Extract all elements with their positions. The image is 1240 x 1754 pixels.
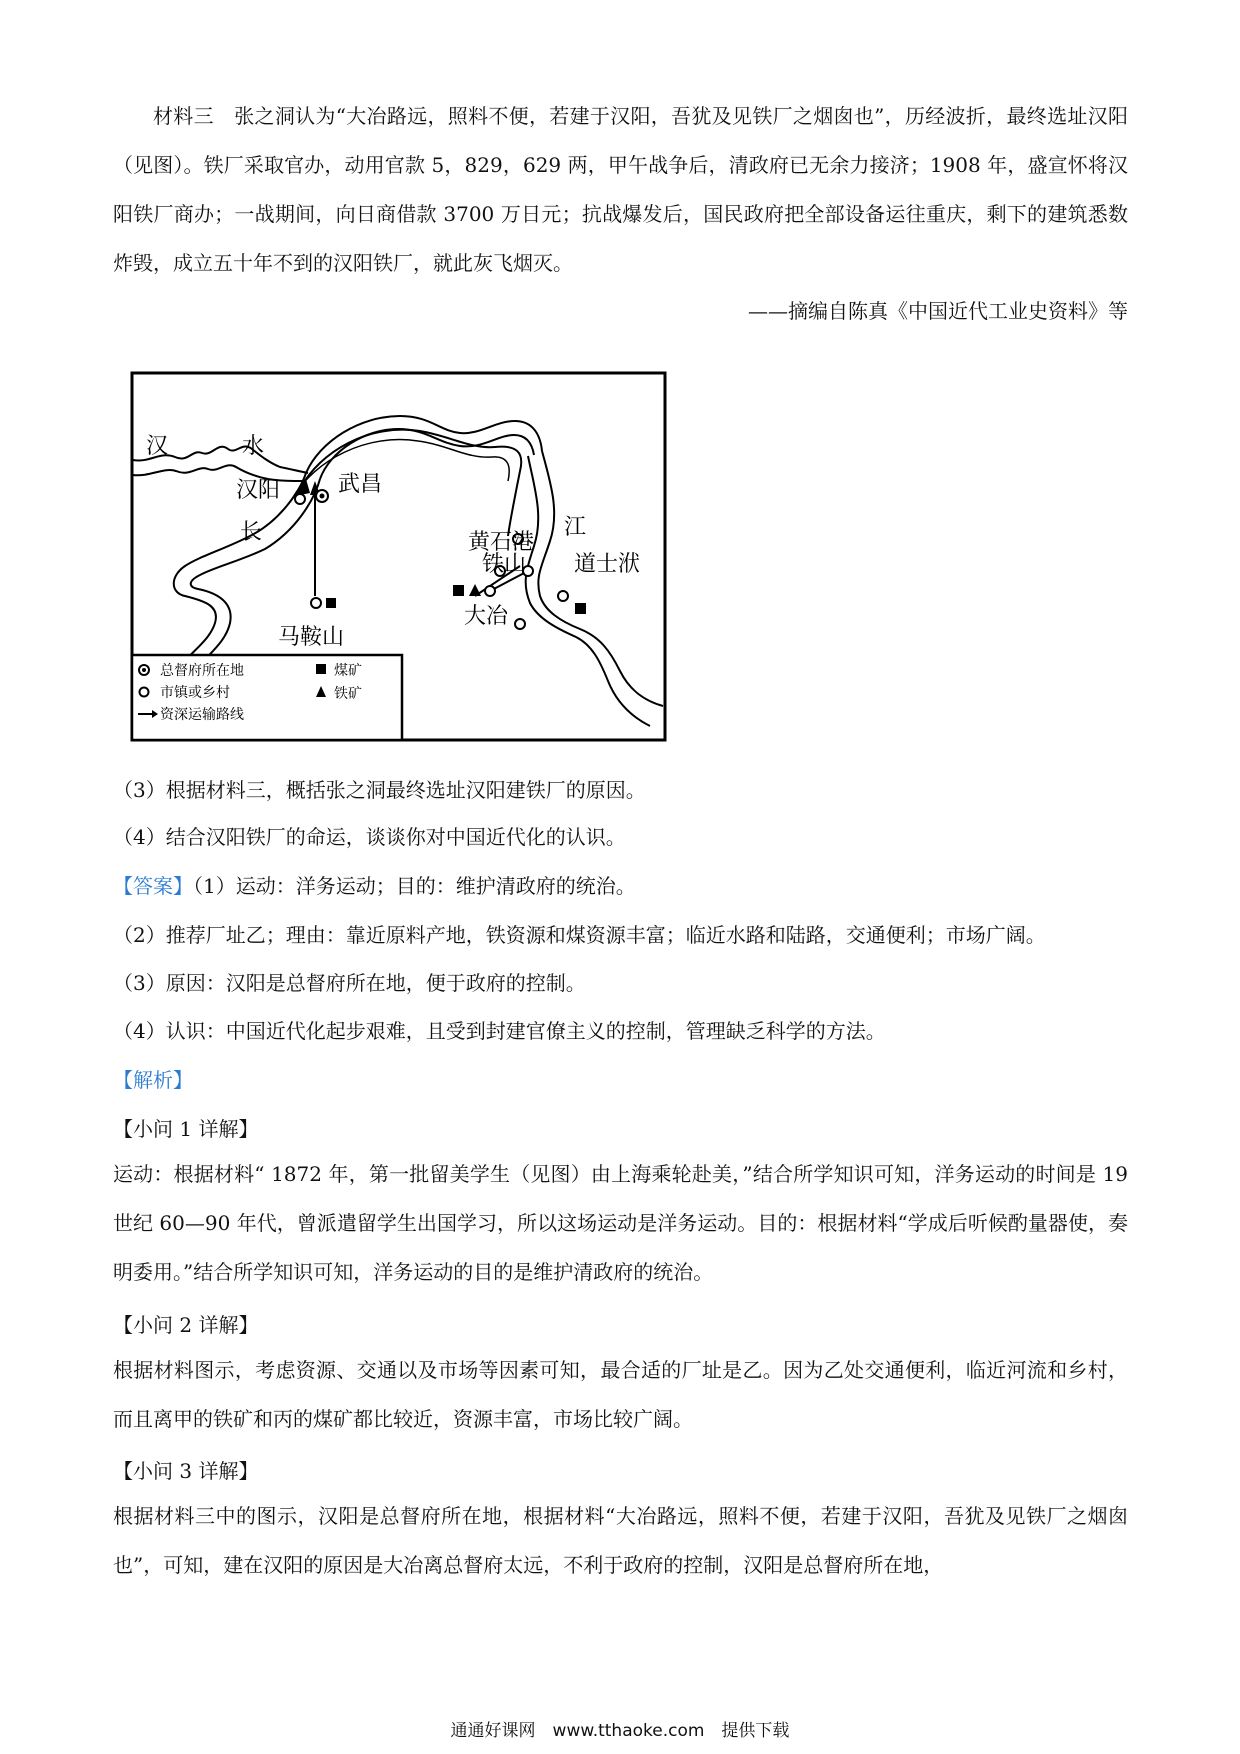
material-source: ——摘编自陈真《中国近代工业史资料》等 [748, 299, 1128, 323]
legend-route-label: 资深运输路线 [160, 707, 244, 723]
hanyang-town-marker [295, 494, 305, 504]
map-svg [130, 371, 667, 742]
analysis-tag: 【解析】 [113, 1068, 193, 1092]
label-jiang: 江 [564, 515, 587, 540]
answer-3: （3）原因：汉阳是总督府所在地，便于政府的控制。 [113, 971, 586, 995]
label-hanyang: 汉阳 [236, 478, 281, 503]
label-daoshifu: 道士洑 [574, 552, 641, 577]
daye-route-marker [485, 586, 495, 596]
page-footer: 通通好课网 www.tthaoke.com 提供下载 [450, 1721, 790, 1741]
answer-4: （4）认识：中国近代化起步艰难，且受到封建官僚主义的控制，管理缺乏科学的方法。 [113, 1019, 886, 1043]
daye-marker [515, 619, 525, 629]
answer-1: （1）运动：洋务运动；目的：维护清政府的统治。 [193, 874, 636, 898]
legend-governor-label: 总督府所在地 [160, 663, 244, 679]
question-4: （4）结合汉阳铁厂的命运，谈谈你对中国近代化的认识。 [113, 825, 626, 849]
subquestion-1-detail: 运动：根据材料“ 1872 年，第一批留美学生（见图）由上海乘轮赴美，”结合所学知识可知，洋务运动的时间是 19 世纪 60—90 年代，曾派遣留学生出国学习，所以这场运动是洋务运动。目的：根据材料“学成后听候酌量器使，奏明委用。”结合所学知识可知，洋务运动的目的是维护清政府的统治。 [113, 1162, 1128, 1284]
label-daye: 大冶 [464, 604, 509, 629]
east-town-marker [558, 591, 568, 601]
legend-coal-label: 煤矿 [334, 663, 362, 679]
subquestion-3-heading: 【小问 3 详解】 [113, 1459, 259, 1483]
answer-tag: 【答案】 [113, 874, 193, 898]
label-wuchang: 武昌 [338, 472, 383, 497]
question-3: （3）根据材料三，概括张之洞最终选址汉阳建铁厂的原因。 [113, 778, 646, 802]
label-huangshigang: 黄石港 [468, 530, 535, 555]
subquestion-1-heading: 【小问 1 详解】 [113, 1117, 259, 1141]
subquestion-2-detail: 根据材料图示，考虑资源、交通以及市场等因素可知，最合适的厂址是乙。因为乙处交通便利，临近河流和乡村，而且离甲的铁矿和丙的煤矿都比较近，资源丰富，市场比较广阔。 [113, 1358, 1128, 1431]
label-han: 汉 [146, 434, 169, 459]
legend-iron-label: 铁矿 [334, 686, 362, 702]
east-coal-mine [575, 603, 586, 614]
label-tieshan: 铁山 [482, 552, 527, 577]
maanshan-coal-mine [326, 598, 336, 608]
hanyang-map [130, 371, 667, 742]
legend-town-icon [140, 688, 149, 697]
subquestion-2-heading: 【小问 2 详解】 [113, 1313, 259, 1337]
answer-line-1 [113, 871, 1133, 901]
daye-coal-mine [453, 585, 464, 596]
legend-town-label: 市镇或乡村 [160, 685, 230, 701]
answer-2: （2）推荐厂址乙；理由：靠近原料产地，铁资源和煤资源丰富；临近水路和陆路，交通便利；市场广阔。 [113, 923, 1046, 947]
label-chang: 长 [240, 520, 263, 545]
label-shui: 水 [242, 434, 265, 459]
legend-coal-icon [316, 664, 326, 674]
label-maanshan: 马鞍山 [278, 625, 345, 650]
subquestion-3-detail: 根据材料三中的图示，汉阳是总督府所在地，根据材料“大冶路远，照料不便，若建于汉阳，吾犹及见铁厂之烟囱也”，可知，建在汉阳的原因是大冶离总督府太远，不利于政府的控制，汉阳是总督府所在地， [113, 1504, 1128, 1577]
material-three-paragraph: 材料三 张之洞认为“大冶路远，照料不便，若建于汉阳，吾犹及见铁厂之烟囱也”，历经波折，最终选址汉阳（见图）。铁厂采取官办，动用官款 5，829，629 两，甲午战争后，清政府已无余力接济；1908 年，盛宣怀将汉阳铁厂商办；一战期间，向日商借款 3700 万日元；抗战爆发后，国民政府把全部设备运往重庆，剩下的建筑悉数炸毁，成立五十年不到的汉阳铁厂，就此灰飞烟灭。 [113, 104, 1128, 275]
maanshan-marker [311, 598, 321, 608]
